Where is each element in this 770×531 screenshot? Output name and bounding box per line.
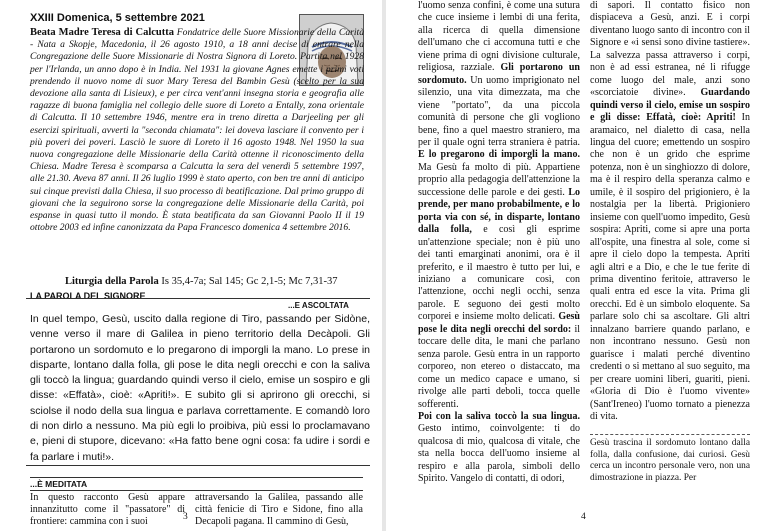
page-number-left: 3 bbox=[183, 512, 188, 522]
left-page bbox=[0, 0, 382, 531]
right-column-2 bbox=[590, 0, 750, 423]
col2-para2-rest: In aramaico, nel dialetto di casa, nella lingua del cuore; emettendo un sospiro che non è un grido che esprime potenza, non è un singhiozzo di dolore, ma è il respiro della speranza calmo e umile, è il sospiro del prigioniero, è la nostalgia per la libertà. Prigioniero insieme con quell'uomo impedito, Gesù sospira: Apriti, come si apre una porta all'ospite, una finestra al sole, come si apre il cielo dopo la tempesta. Apriti agli altri e a Dio, e che le tue ferite di prima diventino feritoie, attraverso le quali entra ed esce la vita. Prima gli orecchi. Ed è un simbolo eloquente. Sa parlare solo chi sa ascoltare. Gli altri innalzano barriere quando parlano, e non incontrano nessuno. Gesù non guarisce i malati perché diventino credenti o si mettano al suo seguito, ma per creare uomini liberi, guariti, pieni. «Gloria di Dio è l'uomo vivente» (Sant'Ireneo) l'uomo tornato a pienezza di vita. bbox=[590, 112, 750, 422]
liturgy-line bbox=[65, 276, 338, 287]
right-page bbox=[386, 0, 770, 531]
saint-biography bbox=[30, 27, 364, 234]
right-column-1 bbox=[418, 0, 580, 486]
biography-text: Fondatrice delle Suore Missionarie della Carità - Nata a Skopje, Macedonia, il 26 agosto 1910, a 18 anni decise di entrare nella Congregazione delle Suore Missionarie di Nostra Signora di Loreto. Partita nel 1928 per l'Irlanda, un anno dopo è in India. Nel 1931 la giovane Agnes emette i primi voti prendendo il nuovo nome di suor Mary Teresa del Bambin Gesù (scelto per la sua devozione alla santa di Lisieux), e per circa vent'anni insegna storia e geografia alle ragazze di buona famiglia nel collegio delle suore di Loreto a Entally, zona orientale di Calcutta. Il 10 settembre 1946, mentre era in treno diretta a Darjeeling per gli esercizi spirituali, avverti la "seconda chiamata": lei doveva lasciare il convento per i più poveri dei poveri. Lasciò le suore di Loreto il 16 agosto 1948. Nel 1950 la sua nuova congregazione delle Missionarie della Carità ottenne il riconoscimento della Chiesa. Madre Teresa è scomparsa a Calcutta la sera del venerdì 5 settembre 1997, alle 21.30. Aveva 87 anni. Il 26 luglio 1999 è stato aperto, con ben tre anni di anticipo sui cinque previsti dalla Chiesa, il suo processo di beatificazione. Dal primo gruppo di giovani che la seguirono sorse la congregazione delle Missionarie della Carità, poi espanse in quasi tutto il mondo. È stata beatificata da san Giovanni Paolo II il 19 ottobre 2003 ed infine canonizzata da Papa Francesco domenica 4 settembre 2016. bbox=[30, 27, 364, 234]
sunday-header: XXIII Domenica, 5 settembre 2021 bbox=[30, 12, 205, 24]
col1-para1: l'uomo senza confini, è come una sutura che cuce insieme i lembi di una ferita, alla ricerca di quella dimensione dell'umano che ci accomuna tutti e che viene prima di ogni divisione culturale, religiosa, razziale. bbox=[418, 0, 580, 74]
italic-note: Gesù trascina il sordomuto lontano dalla folla, dalla confusione, dai curiosi. Gesù cerca un incontro personale vero, non una dimostrazione in piazza. Per bbox=[590, 438, 750, 483]
meditation-col2: attraversando la Galilea, passando alle città fenicie di Tiro e Sidone, fino alla Decapoli pagana. Il cammino di Gesù, bbox=[195, 492, 363, 527]
note-divider bbox=[590, 434, 750, 435]
page-number-right: 4 bbox=[581, 512, 586, 522]
col1-para4-rest: il toccare delle dita, le mani che parlano senza parole. Gesù entra in un rapporto corporeo, non etereo o distaccato, ma come un medico capace e umano, si rivolge alle parti deboli, tocca quelle sofferenti. bbox=[418, 323, 580, 410]
word-title: LA PAROLA DEL SIGNORE bbox=[30, 291, 146, 301]
liturgy-refs: Is 35,4-7a; Sal 145; Gc 2,1-5; Mc 7,31-37 bbox=[161, 276, 338, 287]
col1-bold2: E lo pregarono di imporgli la mano. bbox=[418, 149, 580, 161]
saint-name: Beata Madre Teresa di Calcutta bbox=[30, 27, 174, 38]
col1-bold1: Gli portarono un sordomuto. bbox=[418, 62, 580, 86]
col1-bold3: Lo prende, per mano probabilmente, e lo porta via con sé, in disparte, lontano dalla folla, bbox=[418, 186, 580, 236]
col1-para3-rest: e così gli esprime un'attenzione speciale; non è più uno dei tanti emarginati anonimi, ora è il preferito, e il maestro è tutto per lui, e iniziano a comunicare così, con l'attenzione, occhi negli occhi, senza parole. E seguono dei gesti molto corporei e insieme molto delicati. bbox=[418, 224, 580, 323]
col1-bold4: Gesù pose le dita negli orecchi del sordo: bbox=[418, 311, 580, 335]
col1-para2-rest: Ma Gesù fa molto di più. Appartiene proprio alla pedagogia dell'attenzione la successione delle parole e dei gesti. bbox=[418, 161, 580, 198]
col1-para5-rest: Gesto intimo, coinvolgente: ti do qualcosa di mio, qualcosa di vitale, che sta nella bocca dell'uomo insieme al respiro e alla parola, simboli dello Spirito. Vangelo di contatti, di odori, bbox=[418, 423, 580, 485]
col2-para1: di sapori. Il contatto fisico non dispiaceva a Gesù, anzi. E i corpi diventano luogo santo di incontro con il Signore e «i sensi sono divine tastiere». La salvezza passa attraverso i corpi, non è ad essi estranea, né li rifugge come luogo del male, anzi sono «scorciatoie divine». bbox=[590, 0, 750, 99]
meditation-col1: In questo racconto Gesù appare innanzitutto come il "passatore" di frontiere: cammina con i suoi bbox=[30, 492, 185, 527]
col1-para1-rest: Un uomo imprigionato nel silenzio, una vita dimezzata, ma che viene "portato", da una piccola comunità di persone che gli vogliono bene, fino a quel maestro straniero, ma per il quale ogni terra straniera è patria. bbox=[418, 74, 580, 148]
meditation-title: ...È MEDITATA bbox=[30, 477, 363, 491]
col1-bold5: Poi con la saliva toccò la sua lingua. bbox=[418, 410, 580, 422]
col2-bold1: Guardando quindi verso il cielo, emise un sospiro e gli disse: Effatà, cioè: Apriti! bbox=[590, 87, 750, 124]
liturgy-label: Liturgia della Parola bbox=[65, 276, 159, 287]
gospel-text: In quel tempo, Gesù, uscito dalla regione di Tiro, passando per Sidòne, venne verso il mare di Galilea in pieno territorio della Decàpoli. Gli portarono un sordomuto e lo pregarono di imporgli la mano. Lo prese in disparte, lontano dalla folla, gli pose le dita negli orecchi e con la saliva gli toccò la lingua; guardando quindi verso il cielo, emise un sospiro e gli disse: «Effatà», cioè: «Apriti!». E subito gli si aprirono gli orecchi, si sciolse il nodo della sua lingua e parlava correttamente. E comandò loro di non dirlo a nessuno. Ma più egli lo proibiva, più essi lo proclamavano e, pieni di stupore, dicevano: «Ha fatto bene ogni cosa: fa udire i sordi e fa parlare i muti!». bbox=[30, 313, 370, 463]
listen-label: ...E ASCOLTATA bbox=[288, 301, 349, 310]
